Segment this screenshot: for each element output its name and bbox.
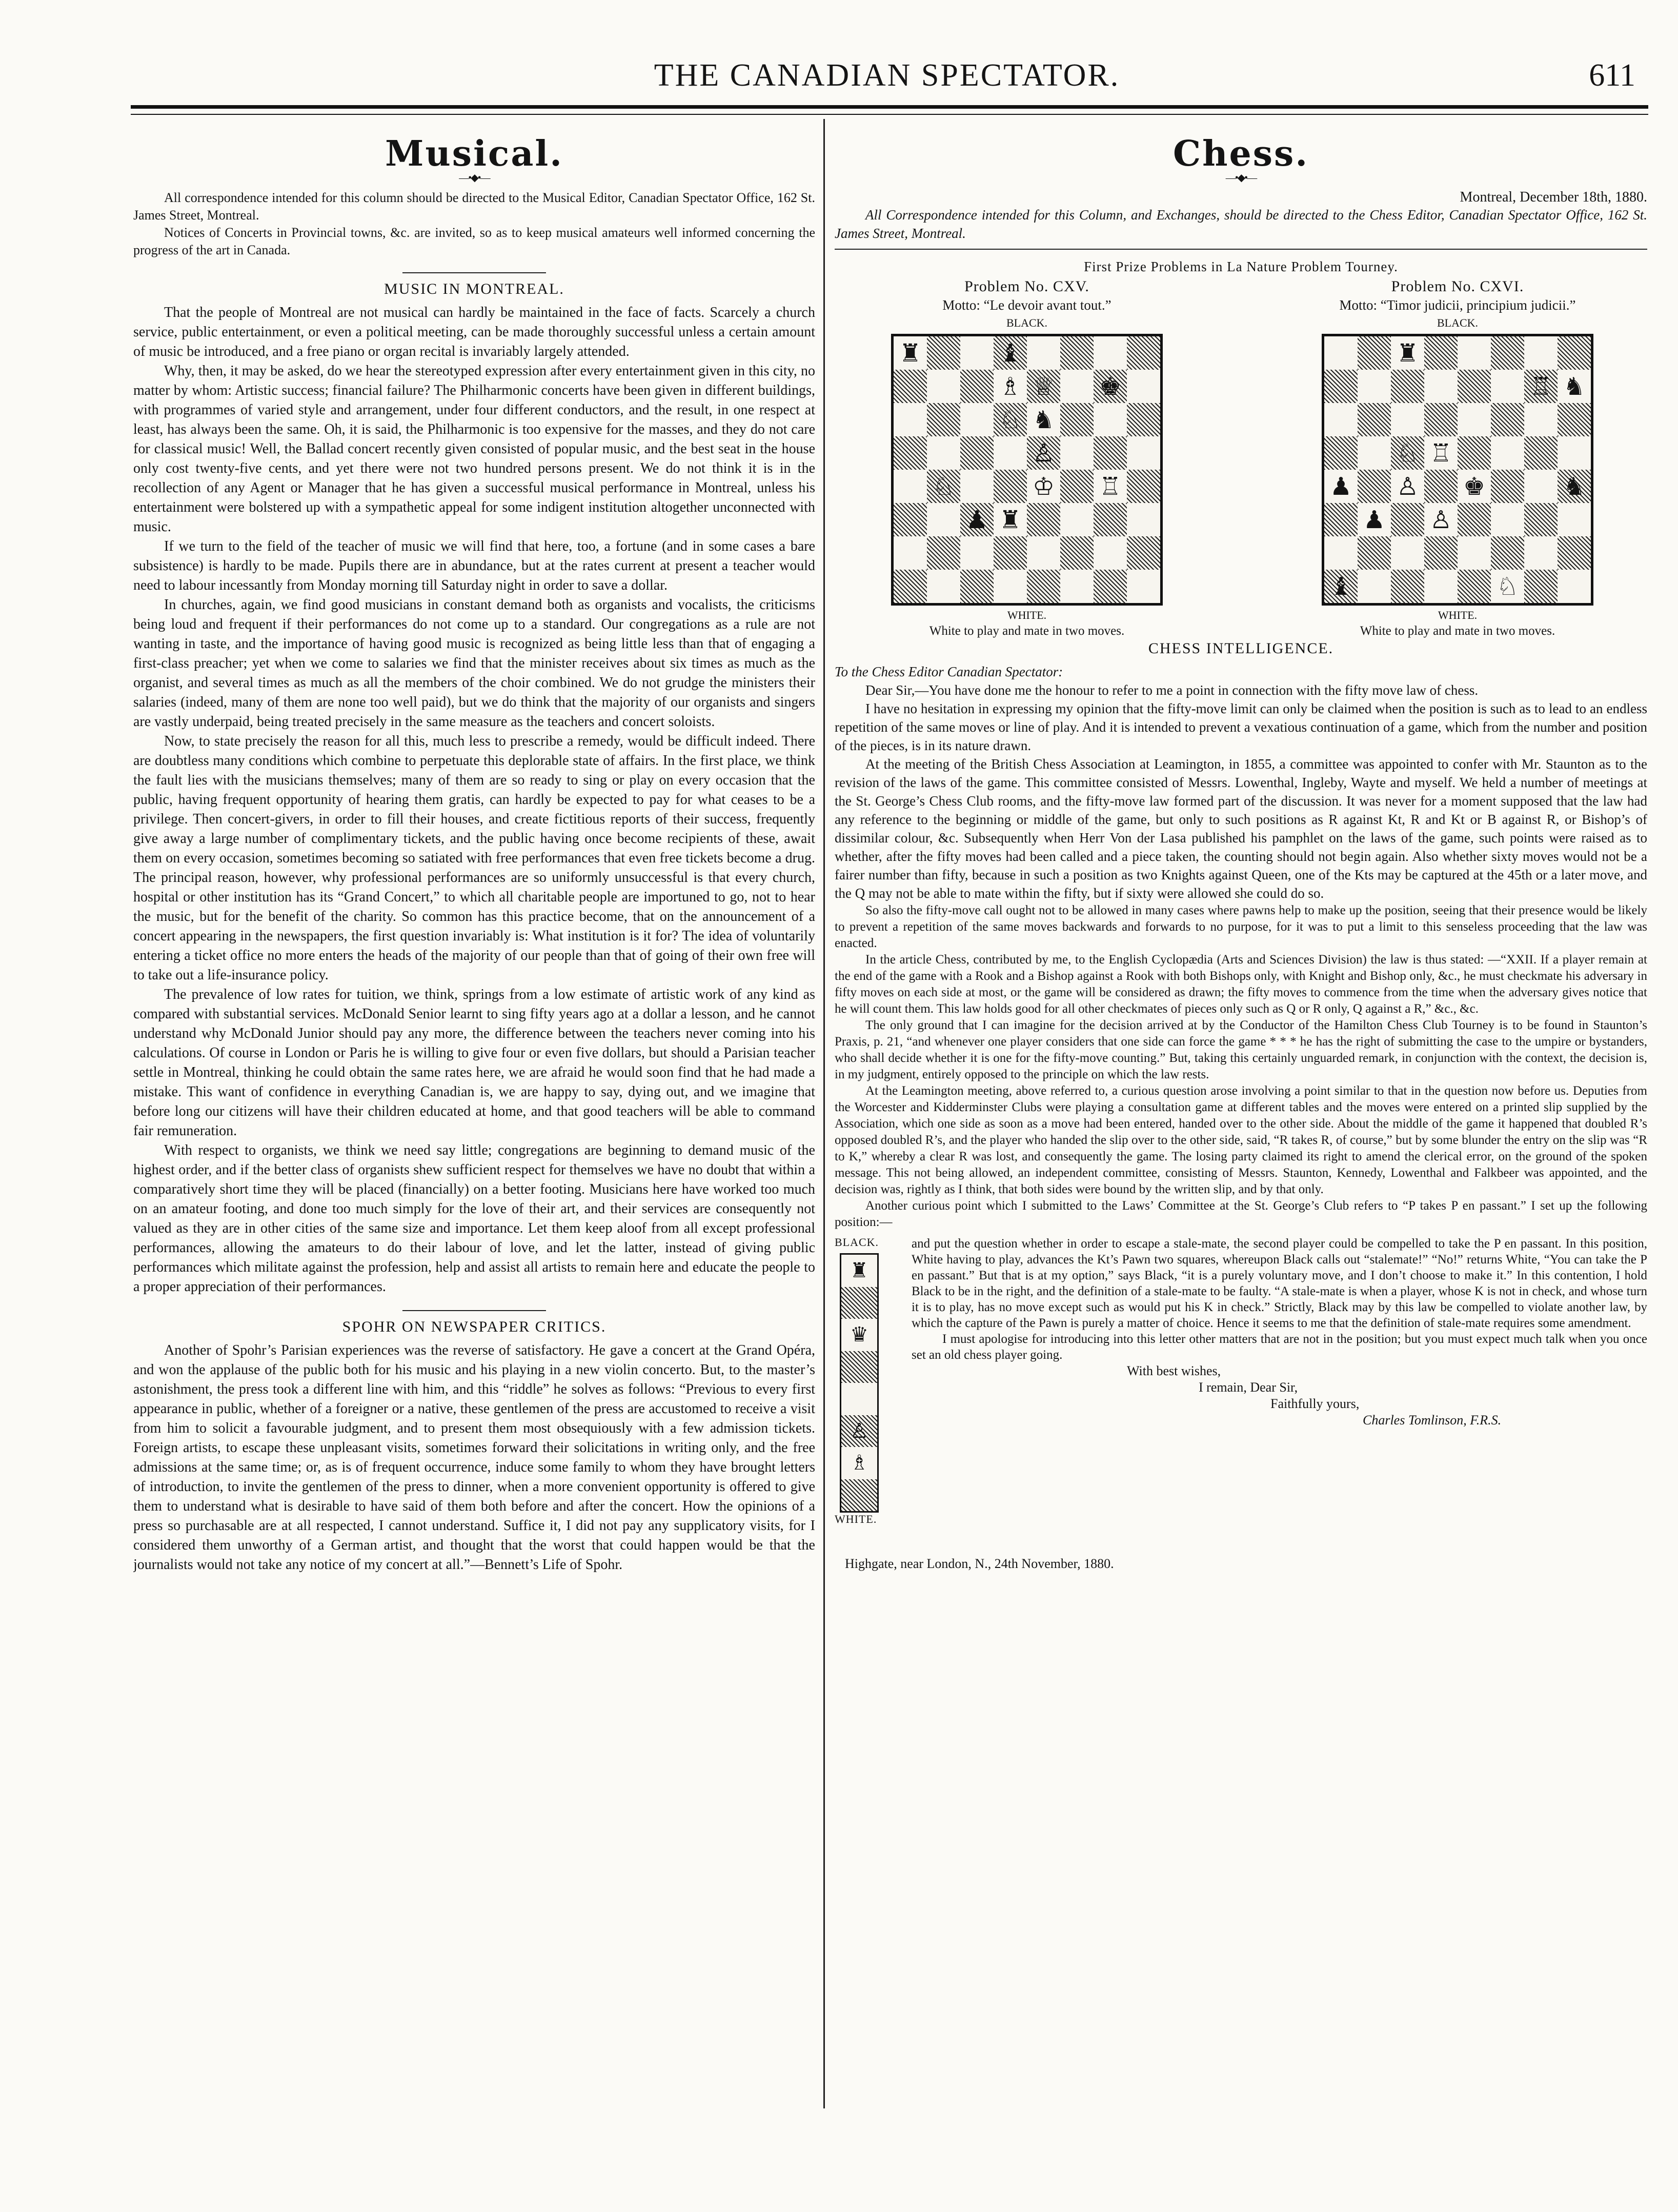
heading-ornament: —•◆•— — [459, 172, 490, 184]
board-square — [1358, 570, 1391, 603]
board-square — [1391, 570, 1424, 603]
board-square — [1558, 403, 1591, 436]
white-label: WHITE. — [1007, 609, 1047, 621]
letter-paragraph: So also the fifty-move call ought not to be allowed in many cases where pawns help to make up the position, seeing that their presence would be likely to prevent a repetition of the same moves backwards and forwards to no purpose, for it was to put a limit to this senseless proceeding that the law was enacted. — [835, 903, 1647, 950]
board-square — [1094, 503, 1127, 536]
position-with-text — [835, 1236, 1647, 1554]
board-square: ♚ — [1094, 370, 1127, 403]
board-square — [1424, 403, 1458, 436]
board-square — [1524, 570, 1558, 603]
section-title-chess-intelligence: CHESS INTELLIGENCE. — [1148, 640, 1334, 657]
board-square — [1060, 570, 1094, 603]
board-square — [927, 403, 960, 436]
board-square — [1127, 570, 1160, 603]
board-square — [894, 503, 927, 536]
board-square — [894, 536, 927, 570]
board-square — [1558, 570, 1591, 603]
board-square — [927, 370, 960, 403]
board-square — [1491, 403, 1524, 436]
problem-caption: White to play and mate in two moves. — [929, 624, 1125, 638]
signature: Charles Tomlinson, F.R.S. — [1363, 1413, 1502, 1427]
board-square: ♙ — [1424, 503, 1458, 536]
black-label: BLACK. — [835, 1236, 879, 1249]
board-square — [1458, 336, 1491, 370]
board-square — [1094, 536, 1127, 570]
letter-paragraph: In the article Chess, contributed by me, to the English Cyclopædia (Arts and Sciences Division) the law is thus stated: —“XXII. If a player remain at the end of the game with a Rook and a Bishop against a Rook with both Bishops only, with Knight and Bishop only, &c., he must checkmate his adversary in fifty moves on each side at most, or the game will be considered as drawn; the fifty moves to commence from the time when the adversary gives notice that he will count them. This law holds good for all other checkmates of pieces only such as Q or R only, Q against a R,” &c., &c. — [835, 953, 1647, 1016]
chess-problems — [835, 278, 1647, 637]
board-square: ♜ — [1391, 336, 1424, 370]
board-square — [1524, 436, 1558, 470]
board-square — [1127, 536, 1160, 570]
section-rule — [835, 249, 1647, 250]
board-square — [1094, 436, 1127, 470]
white-label: WHITE. — [1438, 609, 1478, 621]
board-square — [1458, 536, 1491, 570]
board-square: ♛ — [841, 1319, 877, 1351]
board-square — [1027, 503, 1060, 536]
board-square — [1324, 503, 1358, 536]
section-title-spohr: SPOHR ON NEWSPAPER CRITICS. — [342, 1318, 606, 1335]
board-square — [960, 536, 994, 570]
article-paragraph: The prevalence of low rates for tuition, we think, springs from a low estimate of artistic work of any kind as compared with substantial services. McDonald Senior learnt to sing fifty years ago at a dollar a lesson, and he cannot understand why McDonald Junior should pay any more, the difference between the teachers never coming into his calculations. Of course in London or Paris he is willing to give four or even five dollars, but should a Parisian teacher settle in Montreal, thinking he could obtain the same rates here, we are afraid he would soon find that he had made a mistake. This want of confidence in everything Canadian is, we are happy to say, dying out, and we imagine that before long our citizens will have their children educated at home, and that good teachers will be able to command fair remuneration. — [133, 987, 815, 1139]
board-square — [1558, 436, 1591, 470]
board-square — [841, 1383, 877, 1415]
board-square — [1027, 570, 1060, 603]
letter-paragraph: Another curious point which I submitted to the Laws’ Committee at the St. George’s Club refers to “P takes P en passant.” I set up the following position:— — [835, 1199, 1647, 1229]
board-square — [1424, 570, 1458, 603]
board-square — [1458, 570, 1491, 603]
problem-cxv — [845, 278, 1209, 638]
board-square — [1324, 370, 1358, 403]
letter-paragraph: and put the question whether in order to escape a stale-mate, the second player could be compelled to take the P en passant. In this position, White having to play, advances the Kt’s Pawn two squares, whereupon Black calls out “stalemate!” “No!” returns White, “You can take the P en passant.” But that is at my option,” says Black, “it is a purely voluntary move, and I don’t choose to make it.” In this contention, I hold Black to be in the right, and the definition of a stale-mate to be faulty. “A stale-mate is when a player, whose K is not in check, and whose turn it is to play, has no move except such as would put his K in check.” Strictly, Black may by this law be compelled to violate another law, by which the capture of the Pawn is purely a matter of choice. Hence it seems to me that the definition of stale-mate requires some amendment. — [912, 1237, 1647, 1330]
board-square — [1524, 403, 1558, 436]
letter-place-date: Highgate, near London, N., 24th November, 1880. — [845, 1556, 1114, 1571]
board-square — [927, 536, 960, 570]
board-square: ♘ — [1491, 570, 1524, 603]
board-square — [1127, 403, 1160, 436]
board-square — [1324, 403, 1358, 436]
publication-title: THE CANADIAN SPECTATOR. — [654, 58, 1120, 93]
board-square: ♘ — [994, 403, 1027, 436]
article-paragraph: With respect to organists, we think we need say little; congregations are beginning to demand music of the highest order, and if the better class of organists shew sufficient respect for themselves we have no doubt that within a comparatively short time they will be placed (financially) on a better footing. Musicians here have worked too much on an amateur footing, and done too much simply for the love of their art, and their services are consequently not valued as they are in other cities of the same size and importance. Let them keep aloof from all except professional performances, allowing the amateurs to do their labour of love, and let the latter, instead of giving public performances which militate against the profession, help and assist all artists to remain here and educate the people to a proper appreciation of their performances. — [133, 1142, 815, 1295]
board-square — [894, 436, 927, 470]
problem-number: Problem No. CXV. — [964, 278, 1089, 295]
board-square: ♖ — [1424, 436, 1458, 470]
board-square: ♙ — [841, 1415, 877, 1447]
board-square — [1324, 336, 1358, 370]
board-square — [1524, 336, 1558, 370]
chess-correspondence-note: All Correspondence intended for this Column, and Exchanges, should be directed to the Chess Editor, Canadian Spectator Office, 162 St. James Street, Montreal. — [835, 207, 1647, 241]
board-square — [994, 470, 1027, 503]
board-square — [1127, 370, 1160, 403]
board-square — [1094, 403, 1127, 436]
board-square — [1524, 470, 1558, 503]
board-square — [994, 436, 1027, 470]
board-square — [1391, 403, 1424, 436]
letter-paragraph: At the Leamington meeting, above referred to, a curious question arose involving a point similar to that in the question now before us. Deputies from the Worcester and Kidderminster Clubs were playing a consultation game at different tables and the moves were entered on a printed slip supplied by the Association, which one side as soon as a move had been entered, handed over to the other side. About the middle of the game it happened that doubled R’s opposed doubled R’s, and the player who handed the slip over to the other side, said, “R takes R, of course,” but by some blunder the entry on the slip was “R to K,” whereby a clear R was lost, and consequently the game. The losing party claimed its right to amend the clerical error, on the ground of the spoken message. This not being allowed, an independent committee, consisting of Messrs. Staunton, Kennedy, Lowenthal and Falkbeer was appointed, and the decision was, rightly as I think, that both sides were bound by the written slip, and by that only. — [835, 1084, 1647, 1196]
board-square — [1391, 370, 1424, 403]
board-square — [1358, 536, 1391, 570]
board-square: ♙ — [1391, 470, 1424, 503]
board-square — [927, 503, 960, 536]
board-square: ♖ — [1094, 470, 1127, 503]
board-square: ♟ — [1358, 503, 1391, 536]
article-paragraph: Now, to state precisely the reason for all this, much less to prescribe a remedy, would be difficult indeed. There are doubtless many conditions which combine to perpetuate this deplorable state of affairs. In the first place, we think the fault lies with the musicians themselves; many of them are so ready to sing or play on every occasion that the public, having frequent opportunity of hearing them gratis, can hardly be expected to pay for what ceases to be a privilege. Then concert-givers, in order to fill their houses, and create fictitious reports of their success, frequently give away a large number of complimentary tickets, and the public having once become recipients of these, await them on every occasion, sometimes becoming so satiated with free performances that even free tickets become a drug. The principal reason, however, why professional performances are so uniformly unsuccessful is that every church, hospital or other institution has its “Grand Concert,” to which all charitable people are importuned to go, not to hear the music, but for the benefit of the charity. So common has this practice become, that on the announcement of a concert appearing in the newspapers, the first question invariably is: What institution is it for? The idea of voluntarily entering a ticket office no more enters the heads of the majority of our people than that of going of their own free will to take out a life-insurance policy. — [133, 733, 815, 983]
letter-paragraph: At the meeting of the British Chess Association at Leamington, in 1855, a committee was appointed to confer with Mr. Staunton as to the revision of the laws of the game. This committee consisted of Messrs. Lowenthal, Ingleby, Wayte and myself. We held a number of meetings at the St. George’s Chess Club rooms, and the fifty-move law formed part of the discussion. It was never for a moment supposed that the law had any reference to the beginning or middle of the game, but only to such positions as R against Kt, R and Kt or B against R, or Bishop’s of dissimilar colour, &c. Subsequently when Herr Von der Lasa published his pamphlet on the laws of the game, such points were raised as to whether, after the fifty moves had been called and a piece taken, the counting should not begin again. Also whether sixty moves would not be a fairer number than fifty, because in such a position as two Knights against Queen, one of the Kts may be captured at the 45th or a later move, and the Q may not be able to mate within the fifty, but if sixty were allowed she could do so. — [835, 756, 1647, 901]
board-square — [1358, 436, 1391, 470]
board-square — [1391, 536, 1424, 570]
problem-cxvi — [1276, 278, 1640, 638]
board-square — [841, 1479, 877, 1512]
board-square — [1127, 436, 1160, 470]
board-square — [894, 370, 927, 403]
letter-paragraph: I have no hesitation in expressing my opinion that the fifty-move limit can only be claimed when the position is such as to lead to an endless repetition of the same moves or line of play. And it is intended to prevent a vexatious continuation of a game, which from the number and position of the pieces, is in its nature drawn. — [835, 701, 1647, 753]
board-strip — [840, 1253, 879, 1513]
article-paragraph: Another of Spohr’s Parisian experiences was the reverse of satisfactory. He gave a concert at the Grand Opéra, and won the applause of the public both for his music and his playing in a new violin concerto. But, to the master’s astonishment, the press took a different line with him, and this “riddle” he solves as follows: “Previous to every first appearance in public, whether of a foreigner or a native, these gentlemen of the press are accustomed to receive a visit from him to solicit a favourable judgment, and to present them most obsequiously with a few admission tickets. Foreign artists, to escape these unpleasant visits, sometimes forward their solicitations in writing only, and the free admissions at the same time; or, as is of frequent occurrence, induce some family to whom they have brought letters of introduction, to invite the gentlemen of the press to dinner, when a more convenient opportunity is offered to give them to understand what is desirable to have said of them both before and after the concert. How the opinions of a press so purchasable are at all respected, I cannot understand. Suffice it, I did not pay any supplicatory visits, for I considered them unworthy of a German artist, and thought that the worst that could happen would be that the journalists would not take any notice of my concert at all.”—Bennett’s Life of Spohr. — [133, 1342, 815, 1573]
board-square — [1458, 436, 1491, 470]
board-square: ♙ — [1027, 436, 1060, 470]
side-position-diagram — [835, 1236, 906, 1526]
board-square — [1491, 503, 1524, 536]
board-square — [1358, 370, 1391, 403]
signoff-line: Faithfully yours, — [1270, 1396, 1360, 1411]
board-square: ♗ — [841, 1447, 877, 1479]
board-square: ♖ — [1524, 370, 1558, 403]
board-square: ♕ — [1027, 370, 1060, 403]
board-square — [1324, 436, 1358, 470]
letter-paragraph: Dear Sir,—You have done me the honour to refer to me a point in connection with the fifty move law of chess. — [865, 682, 1479, 698]
problem-caption: White to play and mate in two moves. — [1360, 624, 1555, 638]
column-divider — [823, 119, 825, 2108]
chess-board-diagram — [1322, 334, 1593, 606]
board-square — [1558, 536, 1591, 570]
board-square — [1027, 536, 1060, 570]
page-number: 611 — [1589, 58, 1635, 93]
board-square — [1458, 370, 1491, 403]
board-square — [1127, 503, 1160, 536]
board-square: ♞ — [1558, 370, 1591, 403]
letter-signoff — [912, 1363, 1647, 1429]
board-square — [1027, 336, 1060, 370]
board-square — [994, 536, 1027, 570]
article-paragraph: In churches, again, we find good musicians in constant demand both as organists and vocalists, the criticisms being loud and frequent if their performances do not come up to a standard. Our congregations as a rule are not wanting in taste, and the importance of having good music is recognized as being little less than that of engaging a first-class preacher; yet when we come to salaries we find that the minister receives about six times as much as the organist, and several times as much as all the members of the choir combined. We do not grudge the ministers their salaries (indeed, many of them are none too well paid), but we do think that the majority of our organists and singers are vastly underpaid, being treated precisely in the same measure as the teachers and concert soloists. — [133, 597, 815, 730]
board-square: ♟ — [960, 503, 994, 536]
board-square: ♘ — [927, 470, 960, 503]
board-square — [927, 570, 960, 603]
letter-paragraph: I must apologise for introducing into this letter other matters that are not in the position; but you must expect much talk when you once set an old chess player going. — [912, 1332, 1647, 1362]
musical-column — [133, 128, 815, 2056]
board-square — [1060, 403, 1094, 436]
board-square — [1060, 336, 1094, 370]
musical-intro-2: Notices of Concerts in Provincial towns, &c. are invited, so as to keep musical amateurs well informed concerning the progress of the art in Canada. — [133, 225, 815, 257]
board-square — [841, 1351, 877, 1383]
board-square — [1558, 336, 1591, 370]
board-square: ♗ — [994, 370, 1027, 403]
signoff-line: I remain, Dear Sir, — [1199, 1380, 1298, 1395]
black-label: BLACK. — [1437, 316, 1479, 329]
black-label: BLACK. — [1006, 316, 1048, 329]
board-square — [1324, 536, 1358, 570]
board-square: ♔ — [1027, 470, 1060, 503]
board-square: ♜ — [994, 503, 1027, 536]
board-square — [1458, 503, 1491, 536]
board-square — [1094, 336, 1127, 370]
board-square: ♟ — [1324, 470, 1358, 503]
letter-paragraph: The only ground that I can imagine for the decision arrived at by the Conductor of the Hamilton Chess Club Tourney is to be found in Staunton’s Praxis, p. 21, “and whenever one player considers that one side can force the game * * * he has the right of submitting the case to the umpire or bystanders, who shall decide whether it is one for the fifty-move counting.” But, taking this certainly unguarded remark, in conjunction with the context, the decision is, in my judgment, entirely opposed to the principle on which the law rests. — [835, 1018, 1647, 1081]
board-square — [1060, 536, 1094, 570]
board-square — [1491, 470, 1524, 503]
chess-heading: Chess. — [1172, 133, 1309, 174]
problem-motto: Motto: “Timor judicii, principium judicii.” — [1339, 297, 1576, 313]
problem-motto: Motto: “Le devoir avant tout.” — [942, 297, 1111, 313]
board-square — [994, 570, 1027, 603]
board-square — [1424, 536, 1458, 570]
board-square — [1060, 436, 1094, 470]
chess-dateline: Montreal, December 18th, 1880. — [1460, 189, 1647, 205]
article-paragraph: That the people of Montreal are not musical can hardly be maintained in the face of facts. Scarcely a church service, public entertainment, or even a political meeting, can be made thoroughly successful unless a certain amount of music be introduced, and a free piano or organ recital is invariably largely attended. — [133, 305, 815, 359]
board-square — [1060, 470, 1094, 503]
board-square — [1524, 503, 1558, 536]
heading-ornament: —•◆•— — [1225, 172, 1257, 184]
board-square — [894, 570, 927, 603]
section-rule — [402, 1310, 546, 1311]
board-square — [960, 436, 994, 470]
board-square — [1524, 536, 1558, 570]
article-paragraph: If we turn to the field of the teacher of music we will find that here, too, a fortune (and in some cases a bare subsistence) is hardly to be made. Pupils there are in abundance, but at the rates current at present a teacher would need to labour incessantly from Monday morning till Saturday night in order to save a dollar. — [133, 538, 815, 593]
chess-column — [835, 128, 1647, 2118]
board-square — [1358, 403, 1391, 436]
board-square — [960, 470, 994, 503]
chess-board-diagram — [891, 334, 1163, 606]
board-square — [1391, 503, 1424, 536]
board-square — [960, 370, 994, 403]
section-rule — [402, 272, 546, 273]
board-square — [1060, 370, 1094, 403]
board-square — [960, 336, 994, 370]
board-square — [841, 1287, 877, 1319]
board-square — [960, 570, 994, 603]
board-square: ♘ — [1391, 436, 1424, 470]
header-rule-thick — [131, 105, 1648, 109]
board-square — [1358, 336, 1391, 370]
board-square: ♜ — [894, 336, 927, 370]
board-square — [1458, 403, 1491, 436]
board-square: ♜ — [841, 1255, 877, 1287]
white-label: WHITE. — [835, 1513, 877, 1525]
board-square: ♝ — [994, 336, 1027, 370]
board-square — [894, 470, 927, 503]
board-square — [927, 436, 960, 470]
board-square — [1127, 470, 1160, 503]
board-square — [1060, 503, 1094, 536]
running-header — [128, 57, 1646, 104]
board-square: ♚ — [1458, 470, 1491, 503]
musical-intro-1: All correspondence intended for this column should be directed to the Musical Editor, Canadian Spectator Office, 162 St. James Street, Montreal. — [133, 190, 815, 223]
board-square — [1491, 336, 1524, 370]
board-square — [1358, 470, 1391, 503]
board-square — [927, 336, 960, 370]
problems-heading: First Prize Problems in La Nature Problem Tourney. — [1084, 259, 1398, 274]
board-square: ♞ — [1558, 470, 1591, 503]
board-square: ♞ — [1027, 403, 1060, 436]
board-square — [1424, 470, 1458, 503]
board-square — [1424, 370, 1458, 403]
board-square — [894, 403, 927, 436]
board-square — [1127, 336, 1160, 370]
signoff-line: With best wishes, — [1127, 1363, 1221, 1378]
board-square — [1491, 370, 1524, 403]
board-square — [960, 403, 994, 436]
board-square: ♝ — [1324, 570, 1358, 603]
board-square — [1094, 570, 1127, 603]
problem-number: Problem No. CXVI. — [1391, 278, 1524, 295]
section-title-music-in-montreal: MUSIC IN MONTREAL. — [384, 280, 564, 297]
article-paragraph: Why, then, it may be asked, do we hear the stereotyped expression after every entertainment given in this city, no matter by whom: Artistic success; financial failure? The Philharmonic concerts have been given in different buildings, with programmes of varied style and arrangement, under four different conductors, and the result, in one respect at least, has always been the same. Oh, it is said, the Philharmonic is too expensive for the masses, and they do not care for classical music! Well, the Ballad concert recently given consisted of popular music, and the best seat in the house only cost twenty-five cents, and yet there were not two hundred persons present. We do not think it is in the recollection of any Agent or Manager that he has given a successful musical performance in Montreal, unless his entertainment were bolstered up with a sympathetic appeal for some indigent institution altogether unconnected with music. — [133, 363, 815, 535]
header-rule-thin — [131, 114, 1648, 115]
board-square — [1491, 536, 1524, 570]
board-square — [1491, 436, 1524, 470]
musical-heading: Musical. — [385, 133, 563, 174]
side-text — [912, 1236, 1647, 1429]
board-square — [1424, 336, 1458, 370]
board-square — [1558, 503, 1591, 536]
letter-addressee: To the Chess Editor Canadian Spectator: — [835, 664, 1063, 679]
